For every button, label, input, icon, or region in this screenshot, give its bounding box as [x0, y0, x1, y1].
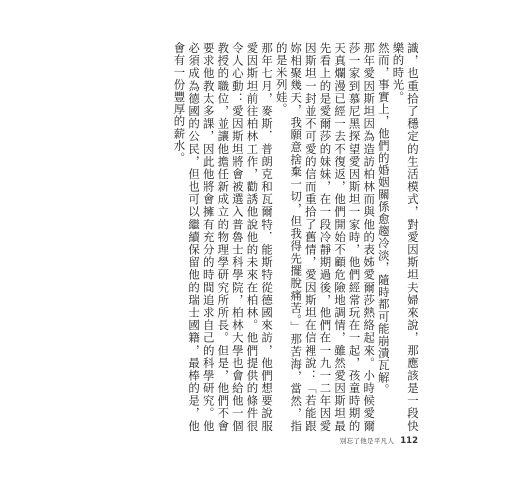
vertical-body-text — [172, 42, 420, 432]
body-text-block — [140, 42, 420, 432]
page-footer — [340, 436, 418, 446]
paragraph-4: 那年七月，麥斯．普朗克和瓦爾特．能斯特從德國來訪，他們想要說服愛因斯坦前往柏林工作，勸誘他說他的未來在柏林。他們提供的條件很令人心動：愛因斯坦將會被選入普魯士科學院，柏林大學也會給他一個教授的職位，並讓他擔任新成立的物理學研究所所長。但是，他們不會要求他教太多課，因此他將會擁有充分的時間追求自己的科學研究。他必須成為德國的公民，但也可以繼續保留他的瑞士國籍，最棒的是，他會有一份豐厚的薪水。 — [172, 42, 275, 432]
paragraph-3: 那年愛因斯坦因為造訪柏林而與他的表姊愛爾莎熱絡起來。小時候愛爾莎一家到慕尼黑探望愛因斯坦一家時，他們經常玩在一起，孩童時期的天真爛漫已經一去不復返，他們開始不顧危險地調情，雖然愛因斯坦最先看上的是愛爾莎的妹妹，在一段冷靜期過後，他們在一九一二年因愛因斯坦一封並不可愛的信而重拾了舊情，愛因斯坦在信裡說：「若能跟妳相聚幾天，我願意捨棄一切，但我得先擺脫痛苦。」那苦海，當然，指的是米列娃。 — [274, 42, 377, 432]
page-number: 112 — [400, 436, 418, 446]
running-footer-title: 別忘了他是平凡人 — [339, 437, 395, 445]
paragraph-2: 然而，事實上，他們的婚姻關係愈趨冷淡，隨時都可能崩潰瓦解。 — [376, 42, 391, 396]
paragraph-1: 識，也重拾了穩定的生活模式，對愛因斯坦夫婦來說，那應該是一段快樂的時光。 — [391, 42, 420, 432]
